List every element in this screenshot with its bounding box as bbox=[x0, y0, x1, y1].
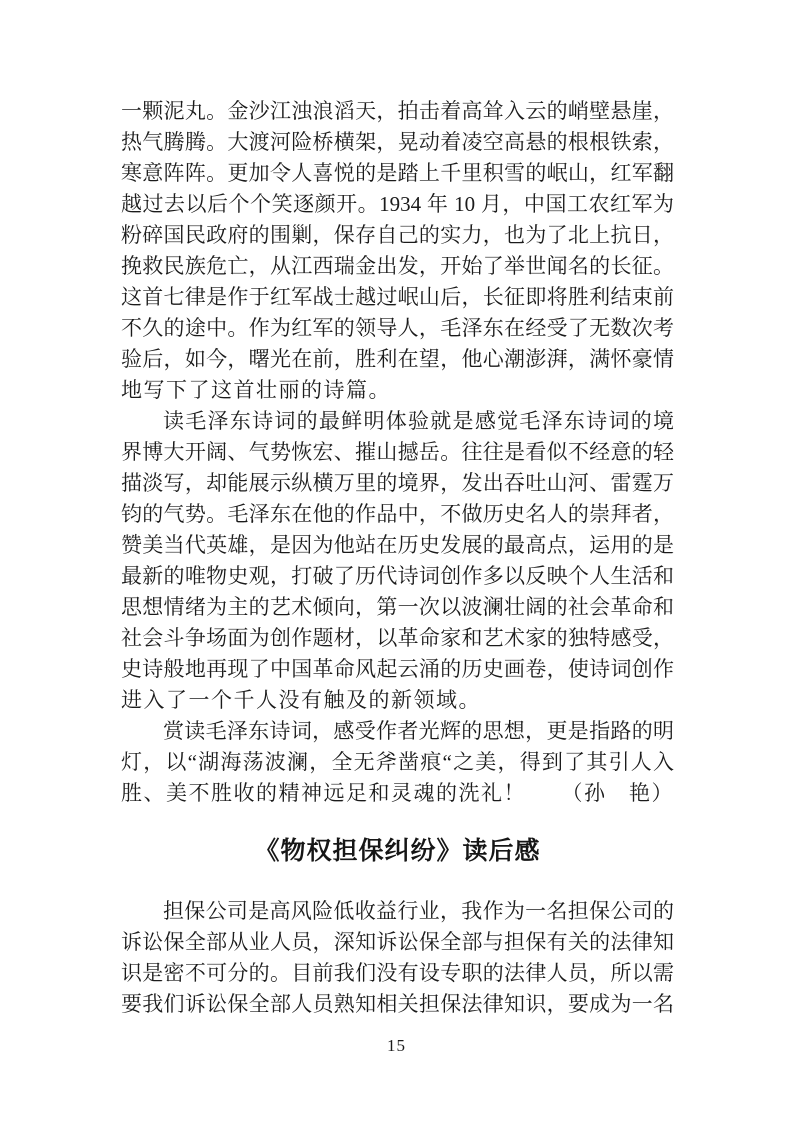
text-line: 一颗泥丸。金沙江浊浪滔天，拍击着高耸入云的峭壁悬崖， bbox=[121, 99, 674, 123]
text-line: 最新的唯物史观，打破了历代诗词创作多以反映个人生活和 bbox=[121, 564, 674, 588]
text-line-with-attribution bbox=[121, 778, 674, 809]
text-line: 地写下了这首壮丽的诗篇。 bbox=[121, 378, 391, 402]
essay-changzheng-paragraph-2 bbox=[121, 406, 674, 716]
text-line: 挽救民族危亡，从江西瑞金出发，开始了举世闻名的长征。 bbox=[121, 254, 674, 278]
text-line: 这首七律是作于红军战士越过岷山后，长征即将胜利结束前 bbox=[121, 285, 674, 309]
essay-wuquan-paragraph-1 bbox=[121, 896, 674, 1020]
text-line: 粉碎国民政府的围剿，保存自己的实力，也为了北上抗日， bbox=[121, 223, 674, 247]
essay-changzheng-paragraph-1 bbox=[121, 96, 674, 406]
text-line: 钧的气势。毛泽东在他的作品中，不做历史名人的崇拜者， bbox=[121, 502, 674, 526]
text-line: 越过去以后个个笑逐颜开。1934 年 10 月，中国工农红军为 bbox=[121, 192, 674, 216]
text-line: 灯，以“湖海荡波澜，全无斧凿痕“之美，得到了其引人入 bbox=[121, 750, 674, 774]
text-line: 史诗般地再现了中国革命风起云涌的历史画卷，使诗词创作 bbox=[121, 657, 674, 681]
text-line: 不久的途中。作为红军的领导人，毛泽东在经受了无数次考 bbox=[121, 316, 674, 340]
text-line: 进入了一个千人没有触及的新领域。 bbox=[121, 688, 481, 712]
text-line: 寒意阵阵。更加令人喜悦的是踏上千里积雪的岷山，红军翻 bbox=[121, 161, 674, 185]
closing-text: 胜、美不胜收的精神远足和灵魂的洗礼！ bbox=[121, 781, 526, 805]
text-line: 验后，如今，曙光在前，胜利在望，他心潮澎湃，满怀豪情 bbox=[121, 347, 674, 371]
essay-wuquan-title: 《物权担保纠纷》读后感 bbox=[254, 837, 541, 865]
text-line: 赞美当代英雄，是因为他站在历史发展的最高点，运用的是 bbox=[121, 533, 674, 557]
text-line: 思想情绪为主的艺术倾向，第一次以波澜壮阔的社会革命和 bbox=[121, 595, 674, 619]
text-block bbox=[121, 96, 674, 1020]
text-line: 要我们诉讼保全部人员熟知相关担保法律知识，要成为一名 bbox=[121, 992, 674, 1016]
author-attribution: （孙 艳） bbox=[561, 781, 674, 805]
text-line: 界博大开阔、气势恢宏、摧山撼岳。往往是看似不经意的轻 bbox=[121, 440, 674, 464]
text-line: 识是密不可分的。目前我们没有设专职的法律人员，所以需 bbox=[121, 961, 674, 985]
essay-changzheng-paragraph-3 bbox=[121, 716, 674, 809]
text-line: 诉讼保全部从业人员，深知诉讼保全部与担保有关的法律知 bbox=[121, 930, 674, 954]
text-line: 描淡写，却能展示纵横万里的境界，发出吞吐山河、雷霆万 bbox=[121, 471, 674, 495]
text-line: 赏读毛泽东诗词，感受作者光辉的思想，更是指路的明 bbox=[163, 719, 674, 743]
text-line: 担保公司是高风险低收益行业，我作为一名担保公司的 bbox=[163, 899, 674, 923]
text-line: 社会斗争场面为创作题材，以革命家和艺术家的独特感受， bbox=[121, 626, 674, 650]
text-line: 热气腾腾。大渡河险桥横架，晃动着凌空高悬的根根铁索， bbox=[121, 130, 674, 154]
text-line: 读毛泽东诗词的最鲜明体验就是感觉毛泽东诗词的境 bbox=[163, 409, 674, 433]
page-number: 15 bbox=[387, 1036, 406, 1055]
